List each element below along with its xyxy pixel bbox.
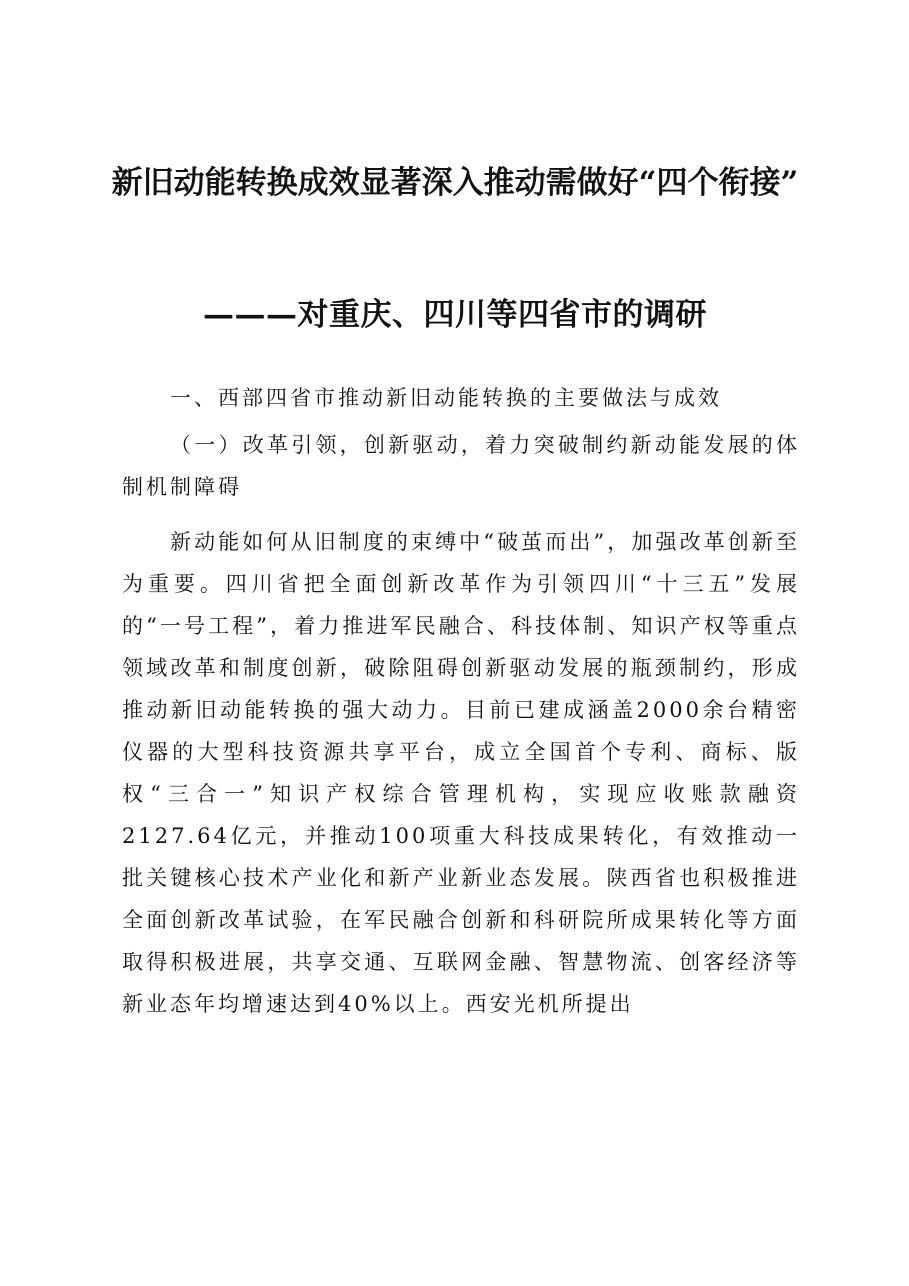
- body-paragraph: 新动能如何从旧制度的束缚中“破茧而出”，加强改革创新至为重要。四川省把全面创新改革作为引领四川“十三五”发展的“一号工程”，着力推进军民融合、科技体制、知识产权等重点领域改革和制度创新，破除阻碍创新驱动发展的瓶颈制约，形成推动新旧动能转换的强大动力。目前已建成涵盖2000余台精密仪器的大型科技资源共享平台，成立全国首个专利、商标、版权“三合一”知识产权综合管理机构，实现应收账款融资2127.64亿元，并推动100项重大科技成果转化，有效推动一批关键核心技术产业化和新产业新业态发展。陕西省也积极推进全面创新改革试验，在军民融合创新和科研院所成果转化等方面取得积极进展，共享交通、互联网金融、智慧物流、创客经济等新业态年均增速达到40%以上。西安光机所提出: [122, 530, 800, 1016]
- document-subtitle: ———对重庆、四川等四省市的调研: [203, 297, 707, 333]
- section-heading: 一、西部四省市推动新旧动能转换的主要做法与成效: [170, 386, 722, 410]
- document-title: 新旧动能转换成效显著深入推动需做好“四个衔接”: [111, 165, 799, 201]
- subsection-heading: （一）改革引领，创新驱动，着力突破制约新动能发展的体制机制障碍: [122, 433, 800, 499]
